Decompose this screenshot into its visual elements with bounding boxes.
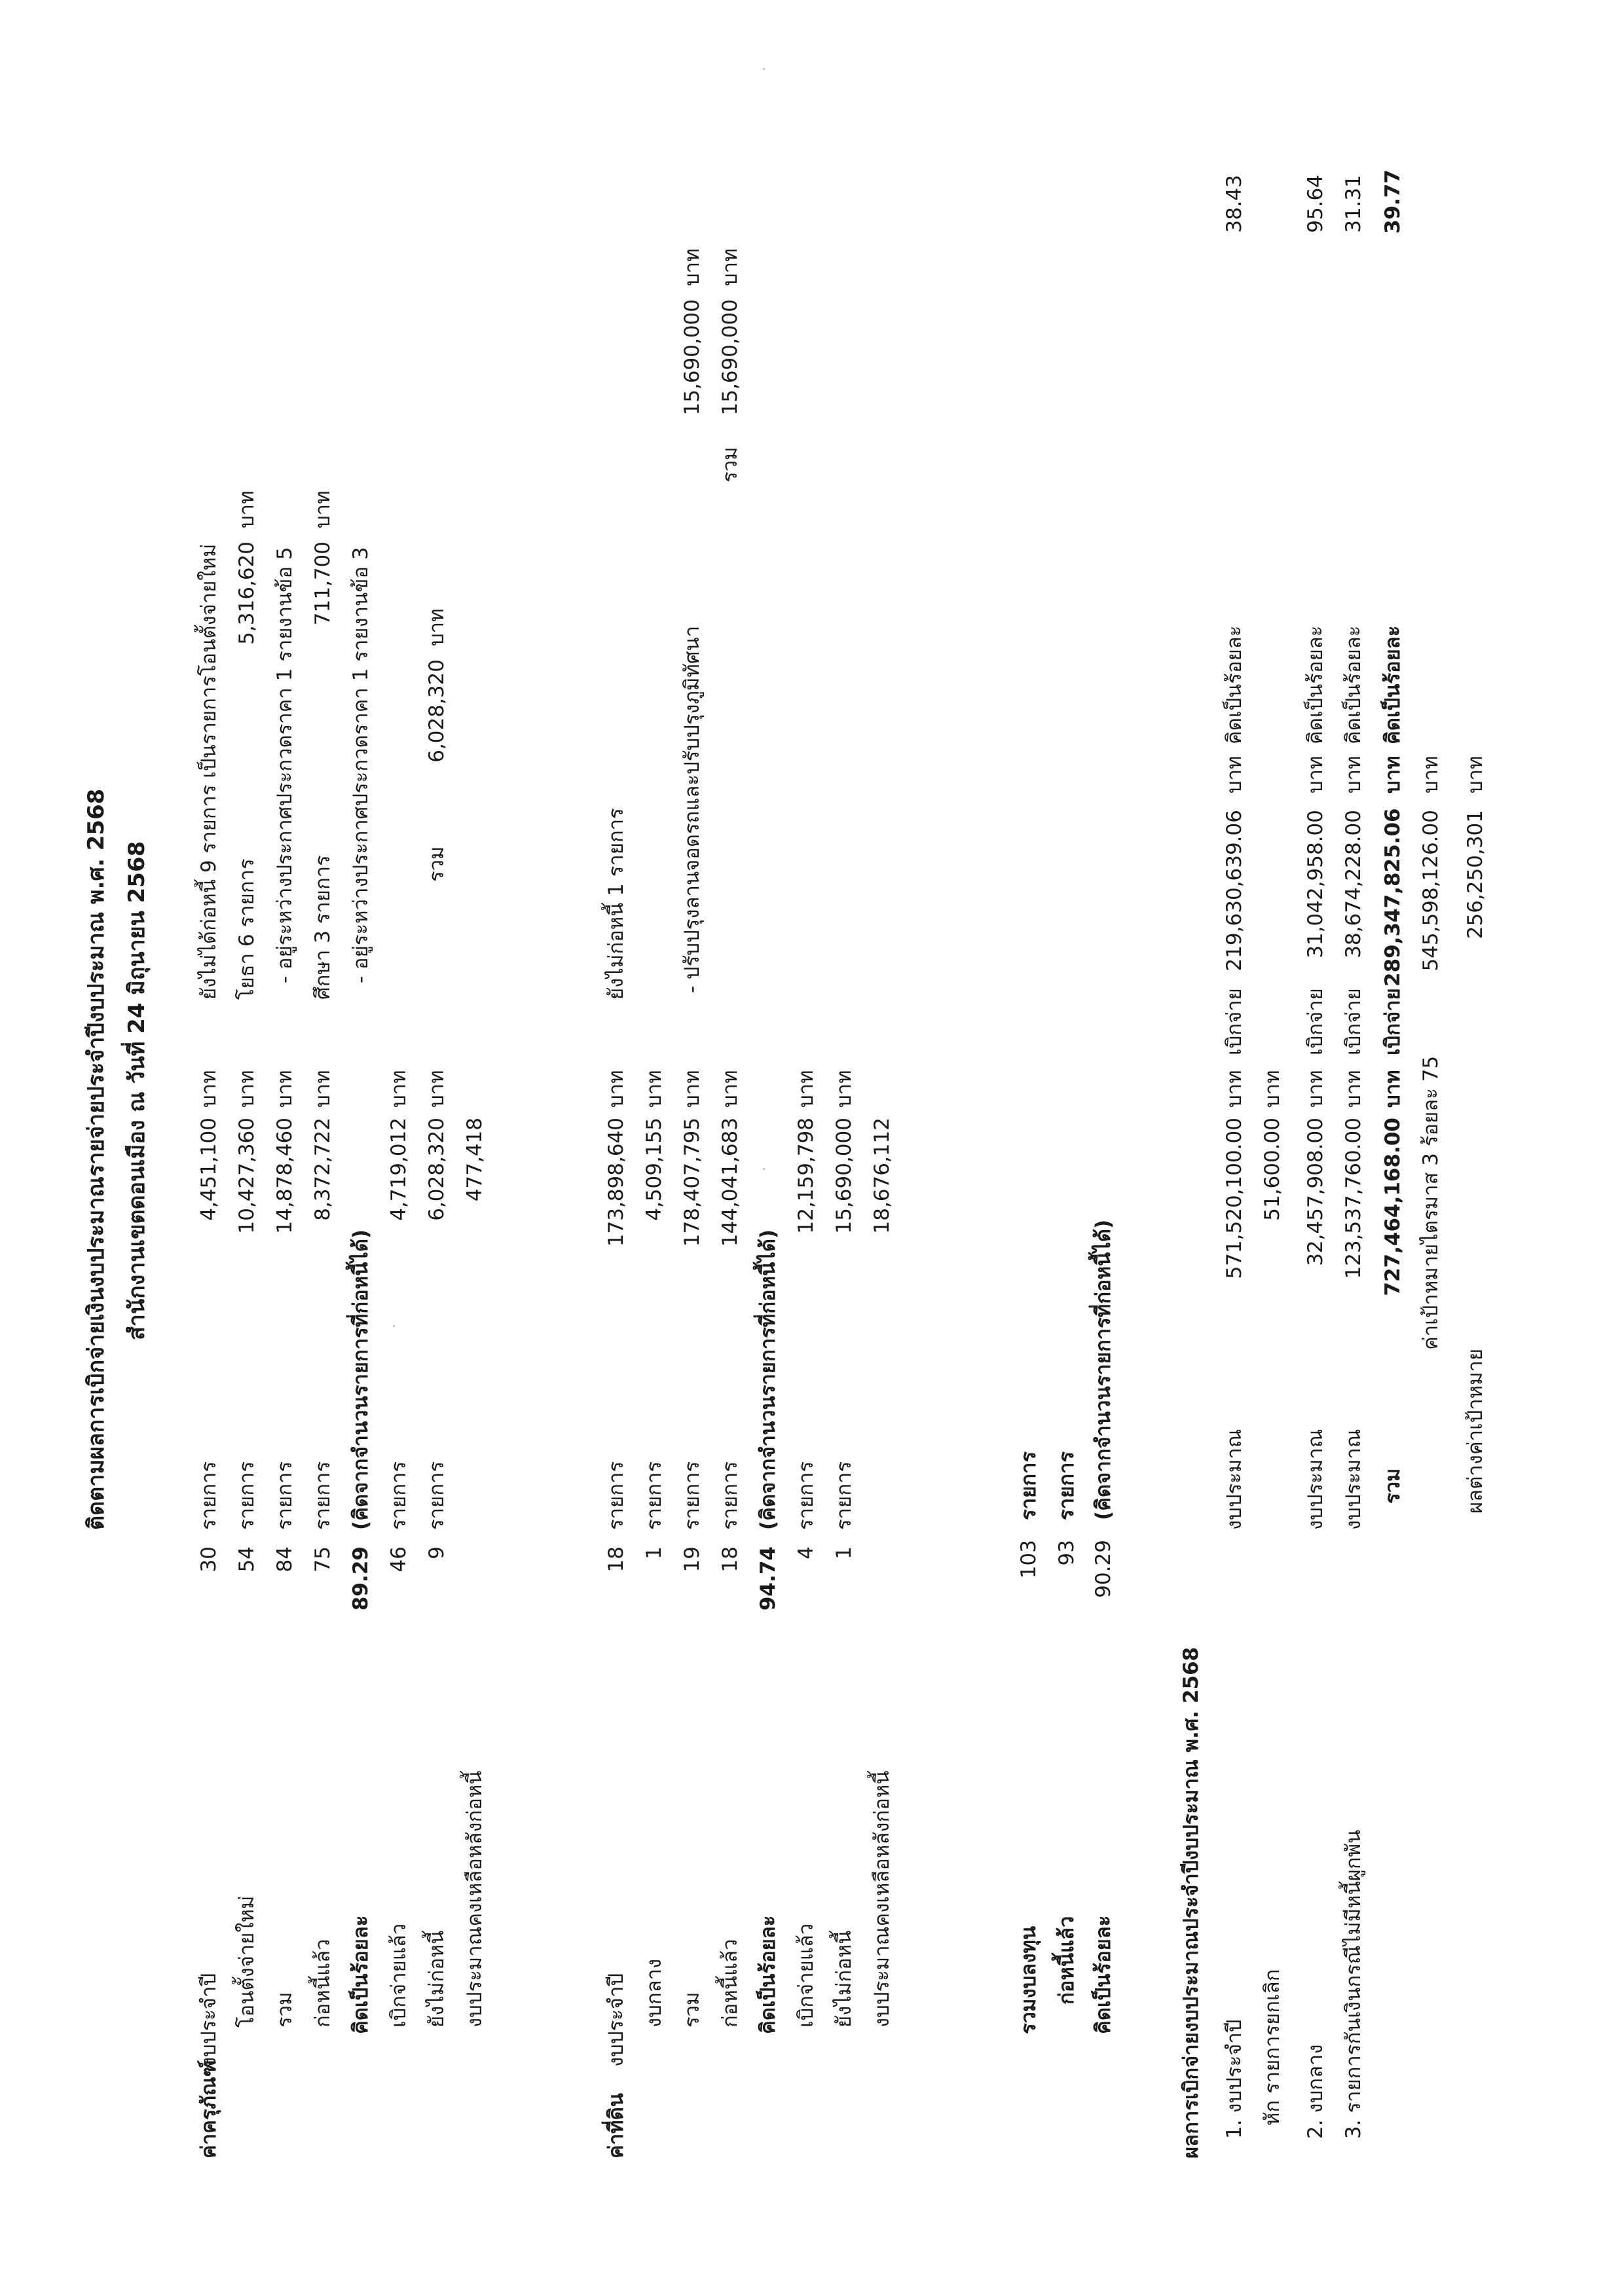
row-unit: รายการ bbox=[273, 1461, 297, 1530]
target-amount: 545,598,126.00 bbox=[1419, 810, 1443, 972]
capital-total-label: รวมงบลงทุน bbox=[1017, 1925, 1041, 2034]
result-budget: 51,600.00 bbox=[1261, 1118, 1284, 1221]
result-disb-currency: บาท bbox=[1304, 756, 1327, 793]
result-total-budget: 727,464,168.00 bbox=[1381, 1118, 1405, 1296]
scan-speck bbox=[763, 1168, 765, 1170]
result-pct-label: คิดเป็นร้อยละ bbox=[1304, 625, 1327, 744]
diff-label: ผลต่างค่าเป้าหมาย bbox=[1464, 1348, 1487, 1514]
row-unit: รายการ bbox=[604, 1461, 628, 1530]
row-count: 54 bbox=[235, 1546, 259, 1573]
percent-label: คิดเป็นร้อยละ bbox=[756, 1915, 780, 2034]
row-label: เบิกจ่ายแล้ว bbox=[794, 1923, 818, 2028]
capital-total-count: 103 bbox=[1017, 1540, 1041, 1579]
row-unit: รายการ bbox=[235, 1461, 259, 1530]
target-currency: บาท bbox=[1419, 756, 1443, 793]
capital-total-unit: รายการ bbox=[1017, 1451, 1041, 1520]
result-label: 1. งบประจำปี bbox=[1223, 2019, 1246, 2139]
result-total-pct: 39.77 bbox=[1381, 169, 1405, 234]
note-total-currency: บาท bbox=[718, 248, 742, 286]
note-total-currency: บาท bbox=[425, 608, 449, 646]
result-total-disb: 289,347,825.06 bbox=[1381, 808, 1405, 987]
note-amount: 711,700 bbox=[311, 541, 335, 626]
row-count: 46 bbox=[387, 1546, 411, 1573]
percent-note: (คิดจากจำนวนรายการที่ก่อหนี้ได้) bbox=[349, 1229, 373, 1530]
remaining-label: งบประมาณคงเหลือหลังก่อหนี้ bbox=[870, 1770, 894, 2028]
capital-percent-note: (คิดจากจำนวนรายการที่ก่อหนี้ได้) bbox=[1092, 1219, 1115, 1520]
result-disb: 219,630,639.06 bbox=[1223, 810, 1246, 972]
row-unit: รายการ bbox=[311, 1461, 335, 1530]
row-unit: รายการ bbox=[680, 1461, 704, 1530]
row-count: 18 bbox=[604, 1546, 628, 1573]
row-label: โอนตั้งจ่ายใหม่ bbox=[235, 1895, 259, 2028]
row-count: 84 bbox=[273, 1546, 297, 1573]
result-type: งบประมาณ bbox=[1223, 1429, 1246, 1530]
row-amount: 8,372,722 bbox=[311, 1118, 335, 1221]
row-unit: รายการ bbox=[794, 1461, 818, 1530]
row-currency: บาท bbox=[235, 1070, 259, 1108]
row-label: เบิกจ่ายแล้ว bbox=[387, 1923, 411, 2028]
row-currency: บาท bbox=[642, 1070, 666, 1108]
row-count: 1 bbox=[832, 1546, 856, 1559]
note-line: ยังไม่ก่อหนี้ 1 รายการ bbox=[604, 808, 628, 1000]
note-total-amount: 6,028,320 bbox=[425, 659, 449, 763]
result-type: งบประมาณ bbox=[1342, 1429, 1365, 1530]
row-count: 19 bbox=[680, 1546, 704, 1573]
row-currency: บาท bbox=[718, 1070, 742, 1108]
note-currency: บาท bbox=[311, 490, 335, 528]
row-unit: รายการ bbox=[387, 1461, 411, 1530]
result-disb-currency: บาท bbox=[1223, 756, 1246, 793]
result-disb-label: เบิกจ่าย bbox=[1342, 988, 1365, 1055]
row-amount: 4,509,155 bbox=[642, 1118, 666, 1221]
note-total-label: รวม bbox=[718, 446, 742, 483]
capital-percent-label: คิดเป็นร้อยละ bbox=[1092, 1915, 1115, 2034]
note-line: - ปรับปรุงลานจอดรถและปรับปรุงภูมิทัศนา bbox=[680, 625, 704, 993]
diff-currency: บาท bbox=[1464, 756, 1487, 793]
capital-obligated-label: ก่อหนี้แล้ว bbox=[1055, 1916, 1079, 2005]
row-label: งบประจำปี bbox=[604, 1973, 628, 2067]
result-pct-label: คิดเป็นร้อยละ bbox=[1342, 625, 1365, 744]
row-count: 75 bbox=[311, 1546, 335, 1573]
row-label: งบกลาง bbox=[642, 1958, 666, 2028]
row-label: งบประจำปี bbox=[197, 1973, 221, 2067]
capital-obligated-unit: รายการ bbox=[1055, 1451, 1079, 1520]
note-total-amount: 15,690,000 bbox=[718, 299, 742, 416]
row-unit: รายการ bbox=[832, 1461, 856, 1530]
result-pct: 31.31 bbox=[1342, 175, 1365, 233]
row-currency: บาท bbox=[425, 1070, 449, 1108]
row-amount: 10,427,360 bbox=[235, 1118, 259, 1234]
note-line: ยังไม่ได้ก่อหนี้ 9 รายการ เป็นรายการโอนตั้งจ่ายใหม่ bbox=[197, 543, 221, 1000]
result-disb: 31,042,958.00 bbox=[1304, 810, 1327, 958]
remaining-amount: 477,418 bbox=[463, 1118, 487, 1202]
row-label: ก่อหนี้แล้ว bbox=[718, 1939, 742, 2028]
result-pct: 38.43 bbox=[1223, 175, 1246, 233]
row-amount: 4,719,012 bbox=[387, 1118, 411, 1221]
remaining-amount: 18,676,112 bbox=[870, 1118, 894, 1234]
result-budget-currency: บาท bbox=[1304, 1070, 1327, 1108]
result-budget: 571,520,100.00 bbox=[1223, 1118, 1246, 1279]
row-count: 1 bbox=[642, 1546, 666, 1559]
result-label: หัก รายการยกเลิก bbox=[1261, 1969, 1284, 2126]
diff-amount: 256,250,301 bbox=[1464, 810, 1487, 939]
percent-label: คิดเป็นร้อยละ bbox=[349, 1915, 373, 2034]
row-currency: บาท bbox=[604, 1070, 628, 1108]
row-currency: บาท bbox=[311, 1070, 335, 1108]
row-label: ก่อหนี้แล้ว bbox=[311, 1939, 335, 2028]
row-label: รวม bbox=[680, 1992, 704, 2028]
result-label: 2. งบกลาง bbox=[1304, 2044, 1327, 2139]
row-currency: บาท bbox=[197, 1070, 221, 1108]
remaining-label: งบประมาณคงเหลือหลังก่อหนี้ bbox=[463, 1770, 487, 2028]
row-unit: รายการ bbox=[718, 1461, 742, 1530]
row-amount: 144,041,683 bbox=[718, 1118, 742, 1247]
result-disb-label: เบิกจ่าย bbox=[1304, 988, 1327, 1055]
percent-note: (คิดจากจำนวนรายการที่ก่อหนี้ได้) bbox=[756, 1229, 780, 1530]
capital-obligated-count: 93 bbox=[1055, 1540, 1079, 1566]
result-disb: 38,674,228.00 bbox=[1342, 810, 1365, 958]
land-heading: ค่าที่ดิน bbox=[604, 2093, 628, 2159]
result-disb-currency: บาท bbox=[1342, 756, 1365, 793]
capital-percent: 90.29 bbox=[1092, 1540, 1115, 1598]
result-total-budget-currency: บาท bbox=[1381, 1070, 1405, 1108]
result-pct: 95.64 bbox=[1304, 175, 1327, 233]
note-line: ศึกษา 3 รายการ bbox=[311, 855, 335, 1000]
row-count: 30 bbox=[197, 1546, 221, 1573]
note-currency: บาท bbox=[235, 490, 259, 528]
results-heading: ผลการเบิกจ่ายงบประมาณประจำปีงบประมาณ พ.ศ. 2568 bbox=[1179, 1647, 1203, 2159]
row-amount: 14,878,460 bbox=[273, 1118, 297, 1234]
note-line: - อยู่ระหว่างประกาศประกวดราคา 1 รายงานข้อ 5 bbox=[273, 547, 297, 983]
target-label: ค่าเป้าหมายไตรมาส 3 ร้อยละ 75 bbox=[1419, 1055, 1443, 1350]
row-amount: 15,690,000 bbox=[832, 1118, 856, 1234]
result-budget-currency: บาท bbox=[1261, 1070, 1284, 1108]
result-budget-currency: บาท bbox=[1223, 1070, 1246, 1108]
scan-speck bbox=[393, 1325, 395, 1327]
row-amount: 12,159,798 bbox=[794, 1118, 818, 1234]
row-amount: 6,028,320 bbox=[425, 1118, 449, 1221]
note-amount: 15,690,000 bbox=[680, 299, 704, 416]
page-subtitle: สำนักงานเขตดอนเมือง ณ วันที่ 24 มิถุนายน 2568 bbox=[124, 841, 150, 1340]
result-total-disb-label: เบิกจ่าย bbox=[1381, 988, 1405, 1055]
equipment-heading: ค่าครุภัณฑ์ bbox=[197, 2060, 221, 2159]
row-unit: รายการ bbox=[197, 1461, 221, 1530]
note-amount: 5,316,620 bbox=[235, 541, 259, 645]
note-currency: บาท bbox=[680, 248, 704, 286]
page-title: ติดตามผลการเบิกจ่ายเงินงบประมาณรายจ่ายประจำปีงบประมาณ พ.ศ. 2568 bbox=[83, 788, 109, 1530]
row-label: รวม bbox=[273, 1992, 297, 2028]
result-budget-currency: บาท bbox=[1342, 1070, 1365, 1108]
result-total-label: รวม bbox=[1381, 1468, 1405, 1504]
percent-value: 89.29 bbox=[349, 1546, 373, 1611]
result-total-disb-currency: บาท bbox=[1381, 756, 1405, 793]
row-amount: 4,451,100 bbox=[197, 1118, 221, 1221]
scan-speck bbox=[763, 68, 765, 70]
note-line: โยธา 6 รายการ bbox=[235, 858, 259, 1000]
note-total-label: รวม bbox=[425, 846, 449, 882]
result-total-pct-label: คิดเป็นร้อยละ bbox=[1381, 625, 1405, 744]
result-label: 3. รายการกันเงินกรณีไม่มีหนี้ผูกพัน bbox=[1342, 1829, 1365, 2139]
row-count: 9 bbox=[425, 1546, 449, 1559]
row-currency: บาท bbox=[794, 1070, 818, 1108]
result-budget: 123,537,760.00 bbox=[1342, 1118, 1365, 1279]
row-count: 4 bbox=[794, 1546, 818, 1559]
row-label: ยังไม่ก่อหนี้ bbox=[425, 1930, 449, 2028]
note-line: - อยู่ระหว่างประกาศประกวดราคา 1 รายงานข้อ 3 bbox=[349, 547, 373, 983]
row-label: ยังไม่ก่อหนี้ bbox=[832, 1930, 856, 2028]
result-budget: 32,457,908.00 bbox=[1304, 1118, 1327, 1266]
row-amount: 178,407,795 bbox=[680, 1118, 704, 1247]
row-unit: รายการ bbox=[425, 1461, 449, 1530]
row-count: 18 bbox=[718, 1546, 742, 1573]
row-currency: บาท bbox=[832, 1070, 856, 1108]
result-disb-label: เบิกจ่าย bbox=[1223, 988, 1246, 1055]
row-currency: บาท bbox=[680, 1070, 704, 1108]
row-unit: รายการ bbox=[642, 1461, 666, 1530]
row-amount: 173,898,640 bbox=[604, 1118, 628, 1247]
row-currency: บาท bbox=[387, 1070, 411, 1108]
result-pct-label: คิดเป็นร้อยละ bbox=[1223, 625, 1246, 744]
result-type: งบประมาณ bbox=[1304, 1429, 1327, 1530]
row-currency: บาท bbox=[273, 1070, 297, 1108]
percent-value: 94.74 bbox=[756, 1546, 780, 1611]
